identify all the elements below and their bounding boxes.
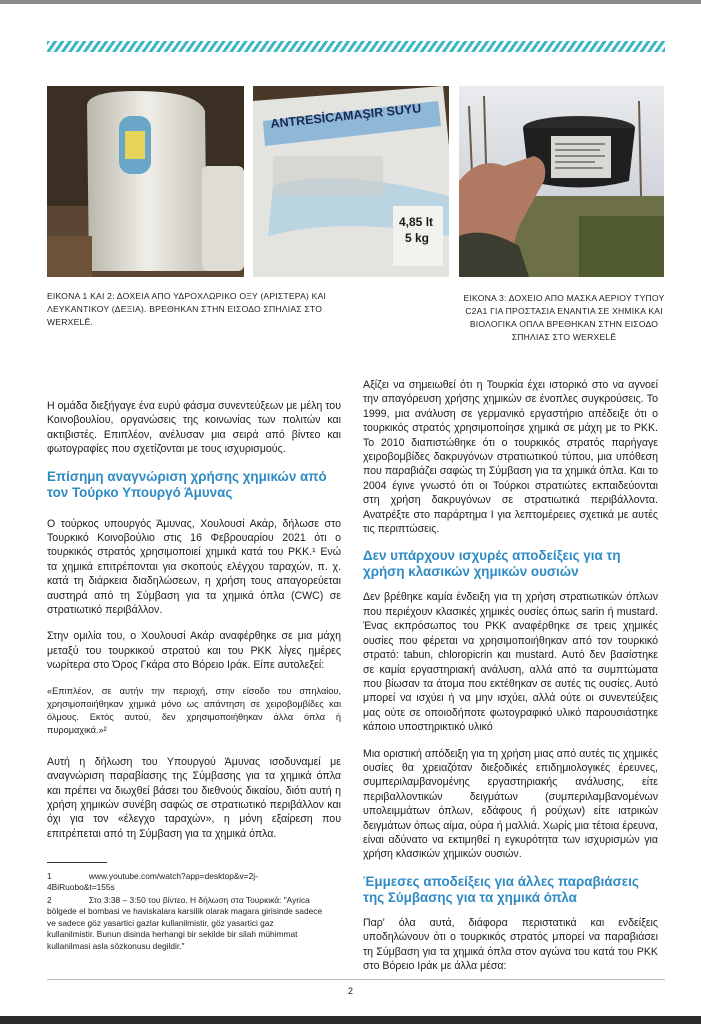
section-heading-official-recognition: Επίσημη αναγνώριση χρήσης χημικών από τον Τούρκο Υπουργό Άμυνας [47,468,327,500]
no-evidence-paragraph: Δεν βρέθηκε καμία ένδειξη για τη χρήση στρατιωτικών όπλων που περιέχουν κλασικές χημικές ουσίες όπως sarin ή mustard. Ένας εκπρόσωπος του PKK αναφέρθηκε σε τρεις χημικές ουσίες που φέρεται να χρησιμοποιήθηκαν από τον τουρκικό στρατό: tabun, chloropicrin και mustard. Αυτό δεν βασίστηκε σε καμία εργαστηριακή ανάλυση, αλλά από τα συμπτώματα που βίωσαν τα άτομα που εκτέθηκαν σε αυτές τις ουσίες. Αυτό μπορεί να ισχύει ή να μην ισχύει, αλλά ούτε οι συνεντεύξεις μας ούτε σε οποιοδήποτε φωτογραφικό υλικό παρουσιάστηκε κάποιο υποστηρικτικό υλικό [363,591,658,734]
definitive-proof-paragraph: Μια οριστική απόδειξη για τη χρήση μιας από αυτές τις χημικές ουσίες θα χρειαζόταν διεξοδικές επιδημιολογικές έρευνες, συμπεριλαμβανομένης εργαστηριακής ανάλυσης, είτε περιβαλλοντικών δειγμάτων (συμπεριλαμβανομένων υπολειμμάτων όπλων, εδάφους ή ρούχων) είτε ιατρικών δειγμάτων όπως αίμα, ούρα ή μαλλιά. Χωρίς μια τέτοια έρευνα, είναι αδύνατο να εκτιμηθεί η εγκυρότητα των ισχυρισμών για χρήση κλασικών χημικών ουσιών. [363,747,658,861]
left-column [47,399,341,853]
top-border [0,0,701,4]
caption-photo-3: ΕΙΚΟΝΑ 3: ΔΟΧΕΙΟ ΑΠΟ ΜΑΣΚΑ ΑΕΡΙΟΥ ΤΥΠΟΥ C2A1 ΓΙΑ ΠΡΟΣΤΑΣΙΑ ΕΝΑΝΤΙΑ ΣΕ ΧΗΜΙΚΑ ΚΑΙ ΒΙΟΛΟΓΙΚΑ ΟΠΛΑ ΒΡΕΘΗΚΑΝ ΣΤΗΝ ΕΙΣΟΔΟ ΣΠΗΛΙΑΣ ΣΤΟ WERXELÊ [463,293,665,342]
akar-statement-paragraph: Ο τούρκος υπουργός Άμυνας, Χουλουσί Ακάρ, δήλωσε στο Τουρκικό Κοινοβούλιο στις 16 Φεβρουαρίου 2021 ότι ο τουρκικός στρατός χρησιμοποιεί χημικά κατά του PKK.¹ Ενώ τα χημικά επιτρέπονται για σκοπούς ελέγχου ταραχών, π. χ. κατά τη διάρκεια διαδηλώσεων, η χρήση τους απαγορεύεται αυστηρά από τη Σύμβαση για τα χημικά όπλα (CWC) σε στρατιωτικό περιβάλλον. [47,517,341,617]
bag-brand-text: ANTRESİCAMAŞIR SUYU [269,101,422,131]
photo-gas-mask-filter [459,86,664,277]
bag-volume-text: 4,85 lt [399,215,434,229]
photo-acid-canister [47,86,244,277]
indirect-evidence-paragraph: Παρ' όλα αυτά, διάφορα περιστατικά και ενδείξεις υποδηλώνουν ότι ο τουρκικός στρατός μπορεί να παραβιάσει τη Σύμβαση για τα χημικά όπλα στον αγώνα του κατά του PKK στο Βόρειο Ιράκ με άλλα μέσα: [363,916,658,972]
turkey-history-paragraph: Αξίζει να σημειωθεί ότι η Τουρκία έχει ιστορικό στο να αγνοεί την απαγόρευση χρήσης χημικών σε ένοπλες συγκρούσεις. Το 1999, μια ανάλυση σε γερμανικό εργαστήριο απέδειξε ότι ο τουρκικός στρατός χρησιμοποίησε χημικά σε μάχη με το PKK. Το 2010 διαπιστώθηκε ότι ο τουρκικός στρατός παρήγαγε χειροβομβίδες δακρυγόνων στρατιωτικού τύπου, μια υπόθεση που παραβιάζει σαφώς τη Σύμβαση για τα χημικά όπλα. Και το 2004 έγινε γνωστό ότι οι Τούρκοι στρατιώτες εκπαιδεύονται στη χρήση δακρυγόνων σε στρατιωτικά περιβάλλοντα. Ανατρέξτε στο παράρτημα I για λεπτομέρειες σχετικά με αυτές τις περιπτώσεις. [363,379,658,536]
bottom-rule [47,979,665,980]
page-number: 2 [347,986,353,996]
footnote-2: 2 Στο 3:38 – 3:50 του βίντεο. Η δήλωση στα Τουρκικά: "Ayrica bölgede el bombasi ve haviskalara karsilik olarak magara girisinde sadece ve sadece göz yasartici gazlar kullanilmistir, göz yasartici gaz kullanilmistir. Bunun disinda herhangi bir sekilde bir silah mühimmat kullanilmasi asla sözkonusu degildir." [47,895,323,951]
footnote-1: 1 www.youtube.com/watch?app=desktop&v=2j-4BiRuobo&t=155s [47,871,258,893]
section-heading-no-evidence: Δεν υπάρχουν ισχυρές αποδείξεις για τη χρήση κλασικών χημικών ουσιών [363,548,621,580]
footnote-rule [47,862,107,863]
speech-paragraph: Στην ομιλία του, ο Χουλουσί Ακάρ αναφέρθηκε σε μια μάχη μεταξύ του τουρκικού στρατού και του PKK λίγες ημέρες νωρίτερα στο Όρος Γκάρα στο Βόρειο Ιράκ. Είπε αυτολεξεί: [47,630,341,672]
akar-quote: «Επιπλέον, σε αυτήν την περιοχή, στην είσοδο του σπηλαίου, χρησιμοποιήθηκαν χημικά μόνο ως απάντηση σε χειροβομβίδες και όλμους. Εκτός αυτού, δεν χρησιμοποιήθηκαν άλλα όπλα ή πυρομαχικά.»² [47,685,341,735]
violation-paragraph: Αυτή η δήλωση του Υπουργού Άμυνας ισοδυναμεί με αναγνώριση παραβίασης της Σύμβασης για τα χημικά όπλα και πρέπει να διωχθεί βάσει του διεθνούς δικαίου, διότι αυτή η χρήση χημικών συνέβη σαφώς σε στρατιωτικό περιβάλλον και όχι για τον «έλεγχο ταραχών», η μόνη εξαίρεση που επιτρέπεται από τη Σύμβαση για τα χημικά όπλα. [47,755,341,840]
right-column [363,378,658,985]
section-heading-indirect-evidence: Έμμεσες αποδείξεις για άλλες παραβιάσεις της Σύμβασης για τα χημικά όπλα [363,873,639,905]
intro-paragraph: Η ομάδα διεξήγαγε ένα ευρύ φάσμα συνεντεύξεων με μέλη του Κοινοβουλίου, οργανώσεις της κοινωνίας των πολιτών και ακτιβιστές. Επιπλέον, ανέλυσαν μια σειρά από βίντεο και φωτογραφίες που σχετίζονται με τους ισχυρισμούς. [47,400,341,456]
bag-weight-text: 5 kg [405,231,430,245]
header-stripe [47,41,665,52]
bottom-bar [0,1016,701,1024]
caption-photos-1-2: ΕΙΚΟΝΑ 1 ΚΑΙ 2: ΔΟΧΕΙΑ ΑΠΟ ΥΔΡΟΧΛΩΡΙΚΟ ΟΞΥ (ΑΡΙΣΤΕΡΑ) ΚΑΙ ΛΕΥΚΑΝΤΙΚΟΥ (ΔΕΞΙΑ). ΒΡΕΘΗΚΑΝ ΣΤΗΝ ΕΙΣΟΔΟ ΣΠΗΛΙΑΣ ΣΤΟ WERXELÊ. [47,291,327,327]
photo-bleach-bag [253,86,449,277]
